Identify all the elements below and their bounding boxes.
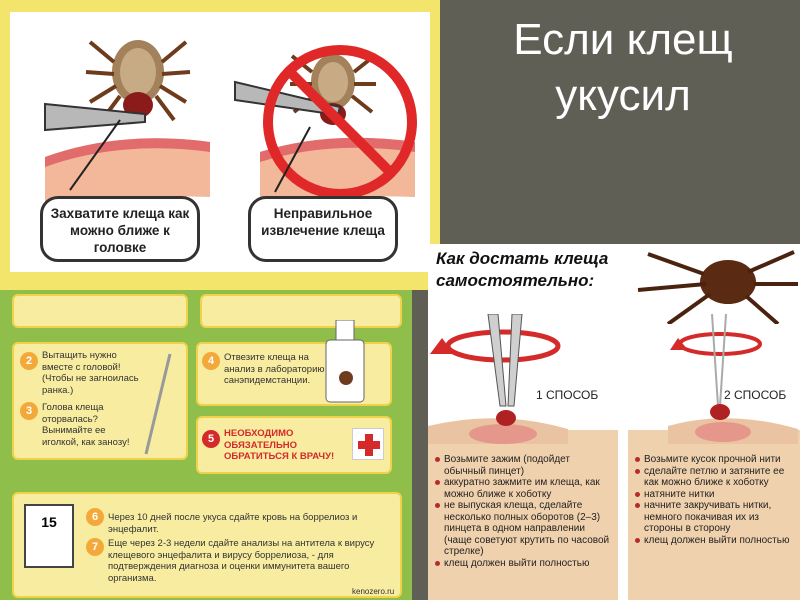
step-number: 5	[202, 430, 220, 448]
method2-label: 2 СПОСОБ	[724, 388, 787, 402]
tick-icon	[86, 40, 190, 120]
title-line-1: Если клещ	[513, 15, 733, 64]
step-number: 6	[86, 508, 104, 526]
tick-removal-illustration-panel	[0, 0, 440, 290]
method-step: не выпуская клеща, сделайте несколько полных оборотов (2–3) пинцета в одном направлении (чаще советуют крутить по часовой стрелке)	[434, 500, 614, 558]
method-step: Возьмите кусок прочной нити	[634, 454, 798, 466]
method-step: Возьмите зажим (подойдет обычный пинцет)	[434, 454, 614, 477]
method1-steps	[434, 454, 614, 569]
method-step: начните закручивать нитки, немного покачивая их из стороны в сторону	[634, 500, 798, 535]
step-text: Отвезите клеща на анализ в лабораторию санэпидемстанции.	[224, 352, 325, 386]
method-step: клещ должен выйти полностью	[434, 558, 614, 570]
step-text: Вытащить нужно вместе с головой! (Чтобы не загноилась ранка.)	[42, 350, 139, 396]
calendar-icon	[24, 504, 74, 568]
step-number: 7	[86, 538, 104, 556]
medical-cross-icon	[352, 428, 384, 460]
step-box-top	[12, 294, 188, 328]
method-step: натяните нитки	[634, 489, 798, 501]
source-label: kenozero.ru	[352, 587, 395, 596]
step-text: Голова клеща оторвалась? Вынимайте ее иголкой, как занозу!	[42, 402, 130, 448]
slide-title	[458, 12, 788, 124]
method-step: клещ должен выйти полностью	[634, 535, 798, 547]
tick-removal-methods-panel	[428, 244, 800, 600]
illustration-card	[10, 12, 430, 272]
tick-icon	[628, 244, 800, 324]
lab-bottle-icon	[318, 320, 378, 406]
calendar-label: 15	[41, 514, 57, 530]
bubble-wrong-removal: Неправильное извлечение клеща	[248, 196, 398, 262]
step-number: 4	[202, 352, 220, 370]
method-step: аккуратно зажмите им клеща, как можно ближе к хоботку	[434, 477, 614, 500]
step-text: Еще через 2-3 недели сдайте анализы на антитела к вирусу клещевого энцефалита и вирусу боррелиоза, - для подтверждения диагноза и оценки иммунитета вашего организма.	[108, 538, 375, 584]
step-number: 3	[20, 402, 38, 420]
bubble-correct-grip: Захватите клеща как можно ближе к головке	[40, 196, 200, 262]
methods-title: Как достать клеща самостоятельно:	[436, 249, 609, 290]
step-text: Через 10 дней после укуса сдайте кровь на боррелиоз и энцефалит.	[108, 512, 358, 535]
title-line-2: укусил	[555, 71, 691, 120]
methods-illustration	[428, 314, 800, 444]
tick-bite-steps-panel	[0, 290, 412, 600]
method1-label: 1 СПОСОБ	[536, 388, 599, 402]
step-text-alert: НЕОБХОДИМО ОБЯЗАТЕЛЬНО ОБРАТИТЬСЯ К ВРАЧУ!	[224, 428, 335, 462]
method2-steps	[634, 454, 798, 546]
method-step: сделайте петлю и затяните ее как можно ближе к хоботку	[634, 466, 798, 489]
needle-icon	[140, 350, 180, 460]
step-number: 2	[20, 352, 38, 370]
